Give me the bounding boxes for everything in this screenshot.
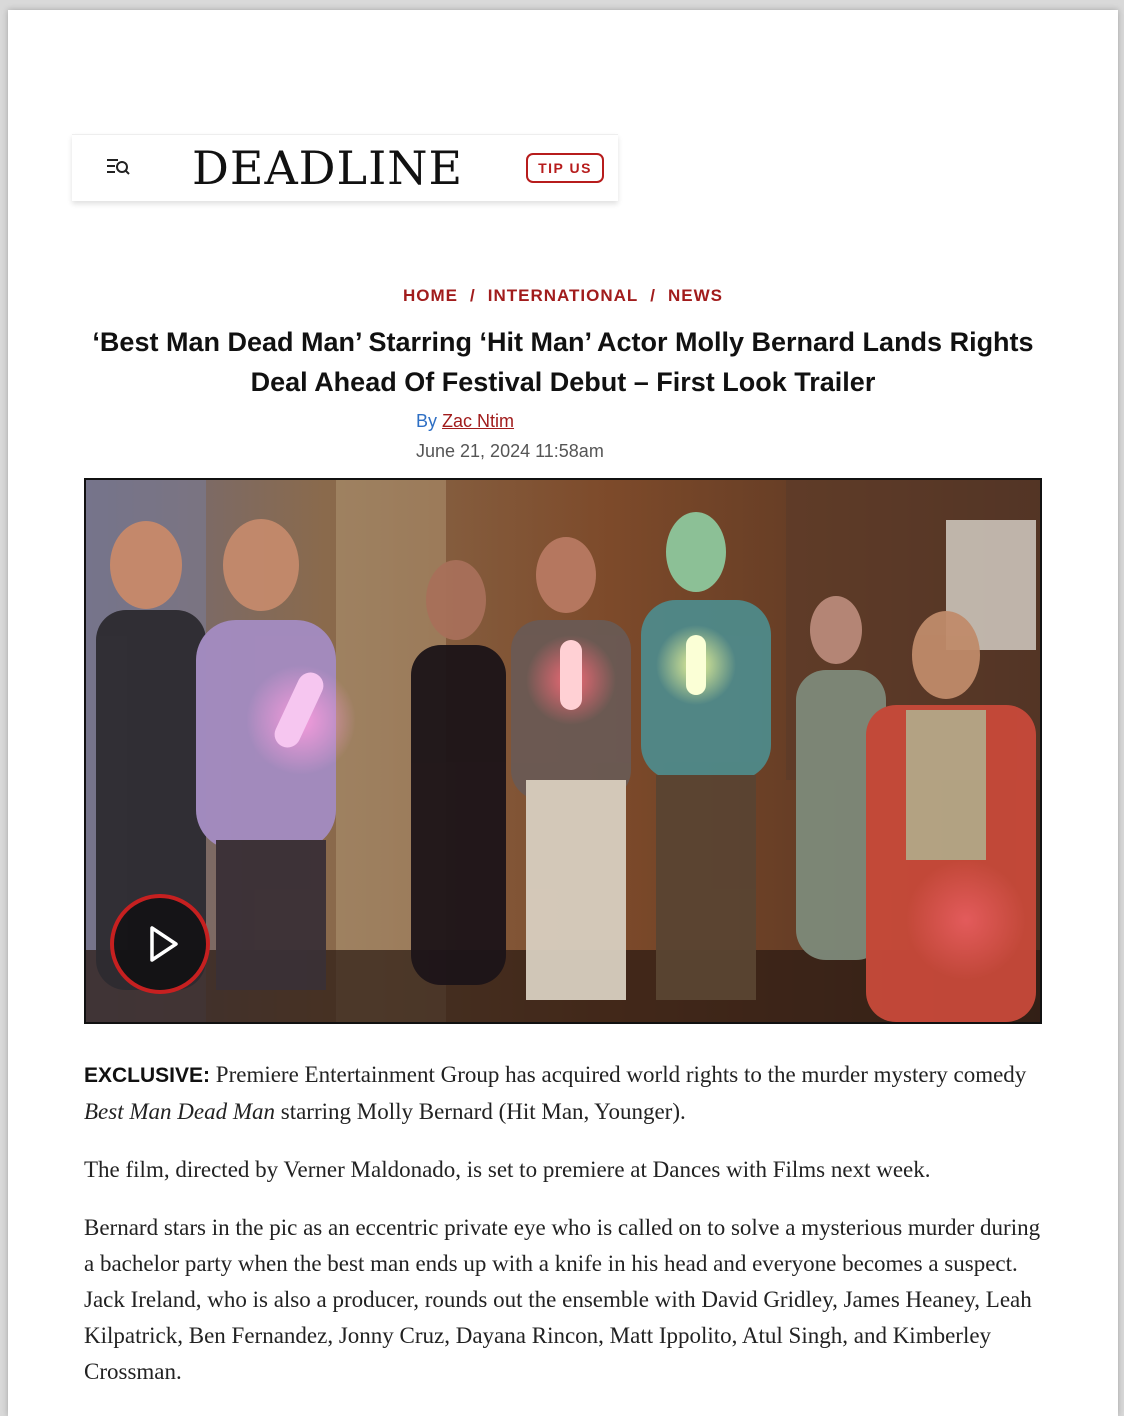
article-body — [84, 1057, 1044, 1412]
exclusive-label: EXCLUSIVE: — [84, 1064, 211, 1087]
article-paragraph-3: Bernard stars in the pic as an eccentric private eye who is called on to solve a mysterious murder during a bachelor party when the best man ends up with a knife in his head and everyone becomes a suspect. Jack Ireland, who is also a producer, rounds out the ensemble with David Gridley, James Heaney, Leah Kilpatrick, Ben Fernandez, Jonny Cruz, Dayana Rincon, Matt Ippolito, Atul Singh, and Kimberley Crossman. — [84, 1215, 1041, 1384]
page — [8, 10, 1118, 1416]
breadcrumb-separator: / — [469, 286, 476, 305]
site-logo[interactable]: DEADLINE — [192, 141, 464, 195]
article-headline: ‘Best Man Dead Man’ Starring ‘Hit Man’ Actor Molly Bernard Lands Rights Deal Ahead Of Festival Debut – First Look Trailer — [92, 327, 1034, 397]
author-link[interactable]: Zac Ntim — [442, 411, 515, 431]
paragraph-text: starring Molly Bernard (Hit Man, Younger). — [275, 1099, 686, 1124]
breadcrumb-international[interactable]: INTERNATIONAL — [487, 286, 639, 305]
site-header — [72, 134, 618, 201]
tip-us-button[interactable]: TIP US — [526, 153, 604, 183]
breadcrumb-news[interactable]: NEWS — [668, 286, 724, 305]
byline-prefix: By — [416, 411, 438, 431]
video-still-image — [86, 480, 1040, 1022]
article-paragraph-1 — [84, 1057, 1044, 1130]
byline — [416, 411, 514, 432]
video-player[interactable] — [84, 478, 1042, 1024]
publish-date: June 21, 2024 11:58am — [416, 441, 604, 461]
breadcrumb-separator: / — [650, 286, 657, 305]
menu-search-icon[interactable] — [106, 157, 130, 177]
play-button[interactable] — [110, 894, 210, 994]
film-title: Best Man Dead Man — [84, 1099, 275, 1124]
article-paragraph-2: The film, directed by Verner Maldonado, is set to premiere at Dances with Films next week. — [84, 1157, 931, 1182]
breadcrumb-home[interactable]: HOME — [402, 286, 458, 305]
paragraph-text: Premiere Entertainment Group has acquired world rights to the murder mystery comedy — [210, 1062, 1027, 1087]
breadcrumb — [8, 286, 1118, 306]
play-icon — [114, 898, 206, 990]
